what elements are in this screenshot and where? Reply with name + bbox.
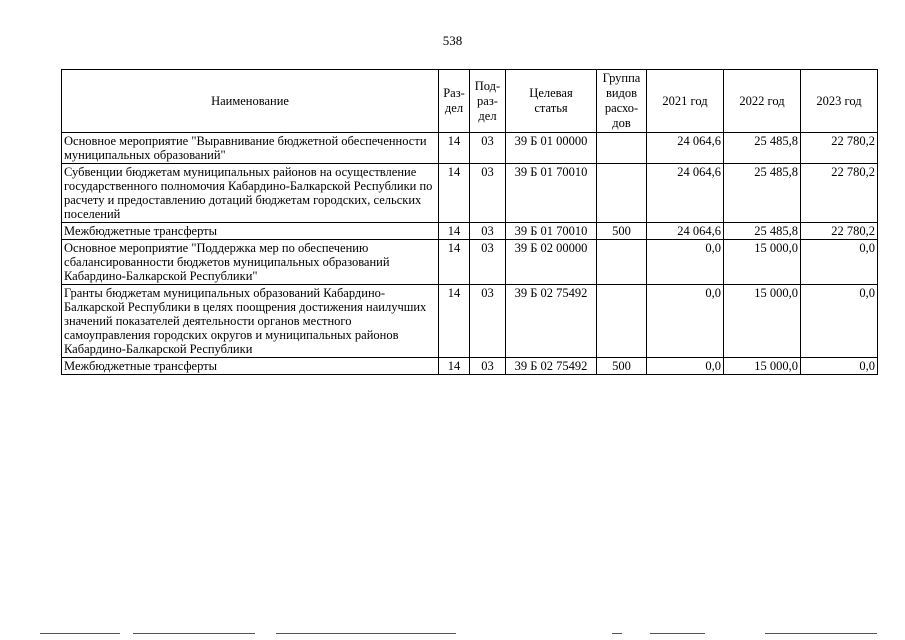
scan-edge-line	[40, 633, 120, 634]
row-subsection: 03	[470, 133, 506, 164]
scan-edge-line	[133, 633, 255, 634]
row-value-2023: 0,0	[801, 285, 878, 358]
row-value-2021: 24 064,6	[647, 133, 724, 164]
row-value-2023: 22 780,2	[801, 223, 878, 240]
header-2023: 2023 год	[801, 70, 878, 133]
scan-edge-line	[765, 633, 877, 634]
row-value-2022: 25 485,8	[724, 133, 801, 164]
header-subsection: Под- раз- дел	[470, 70, 506, 133]
row-value-2021: 24 064,6	[647, 164, 724, 223]
row-subsection: 03	[470, 285, 506, 358]
table-row	[62, 358, 878, 375]
page-number: 538	[442, 33, 463, 48]
row-section: 14	[439, 240, 470, 285]
row-target-article: 39 Б 01 70010	[506, 223, 597, 240]
row-expense-group: 500	[597, 223, 647, 240]
header-expense-group: Группа видов расхо- дов	[597, 70, 647, 133]
table-row	[62, 164, 878, 223]
row-expense-group	[597, 240, 647, 285]
row-subsection: 03	[470, 240, 506, 285]
row-value-2021: 24 064,6	[647, 223, 724, 240]
row-target-article: 39 Б 02 00000	[506, 240, 597, 285]
header-section: Раз- дел	[439, 70, 470, 133]
row-name: Субвенции бюджетам муниципальных районов на осуществление государственного полномочия Кабардино-Балкарской Республики по расчету и предоставлению дотаций бюджетам городских, сельских поселений	[62, 164, 439, 223]
row-value-2021: 0,0	[647, 240, 724, 285]
row-name: Гранты бюджетам муниципальных образований Кабардино-Балкарской Республики в целях поощрения достижения наилучших значений показателей деятельности органов местного самоуправления городских округов и муниципальных районов Кабардино-Балкарской Республики	[62, 285, 439, 358]
row-value-2022: 15 000,0	[724, 285, 801, 358]
row-target-article: 39 Б 02 75492	[506, 358, 597, 375]
row-section: 14	[439, 358, 470, 375]
row-value-2022: 15 000,0	[724, 240, 801, 285]
row-value-2021: 0,0	[647, 285, 724, 358]
row-target-article: 39 Б 01 70010	[506, 164, 597, 223]
row-expense-group	[597, 164, 647, 223]
scan-edge-line	[650, 633, 705, 634]
row-expense-group: 500	[597, 358, 647, 375]
header-2021: 2021 год	[647, 70, 724, 133]
row-value-2022: 25 485,8	[724, 164, 801, 223]
row-subsection: 03	[470, 164, 506, 223]
header-target-article: Целевая статья	[506, 70, 597, 133]
row-value-2023: 22 780,2	[801, 133, 878, 164]
header-name: Наименование	[62, 70, 439, 133]
row-section: 14	[439, 223, 470, 240]
row-value-2022: 25 485,8	[724, 223, 801, 240]
scan-edge-line	[612, 633, 622, 634]
row-value-2022: 15 000,0	[724, 358, 801, 375]
table-row	[62, 240, 878, 285]
row-value-2023: 22 780,2	[801, 164, 878, 223]
row-name: Основное мероприятие "Поддержка мер по обеспечению сбалансированности бюджетов муниципальных образований Кабардино-Балкарской Республики"	[62, 240, 439, 285]
row-expense-group	[597, 285, 647, 358]
row-name: Межбюджетные трансферты	[62, 358, 439, 375]
row-name: Межбюджетные трансферты	[62, 223, 439, 240]
row-value-2023: 0,0	[801, 240, 878, 285]
header-2022: 2022 год	[724, 70, 801, 133]
table-row	[62, 223, 878, 240]
row-expense-group	[597, 133, 647, 164]
row-target-article: 39 Б 02 75492	[506, 285, 597, 358]
budget-table	[61, 69, 878, 375]
row-name: Основное мероприятие "Выравнивание бюджетной обеспеченности муниципальных образований"	[62, 133, 439, 164]
table-row	[62, 285, 878, 358]
row-section: 14	[439, 133, 470, 164]
row-section: 14	[439, 285, 470, 358]
header-row	[62, 70, 878, 133]
row-subsection: 03	[470, 358, 506, 375]
row-section: 14	[439, 164, 470, 223]
table-row	[62, 133, 878, 164]
row-subsection: 03	[470, 223, 506, 240]
row-value-2023: 0,0	[801, 358, 878, 375]
row-value-2021: 0,0	[647, 358, 724, 375]
scan-edge-line	[276, 633, 456, 634]
row-target-article: 39 Б 01 00000	[506, 133, 597, 164]
